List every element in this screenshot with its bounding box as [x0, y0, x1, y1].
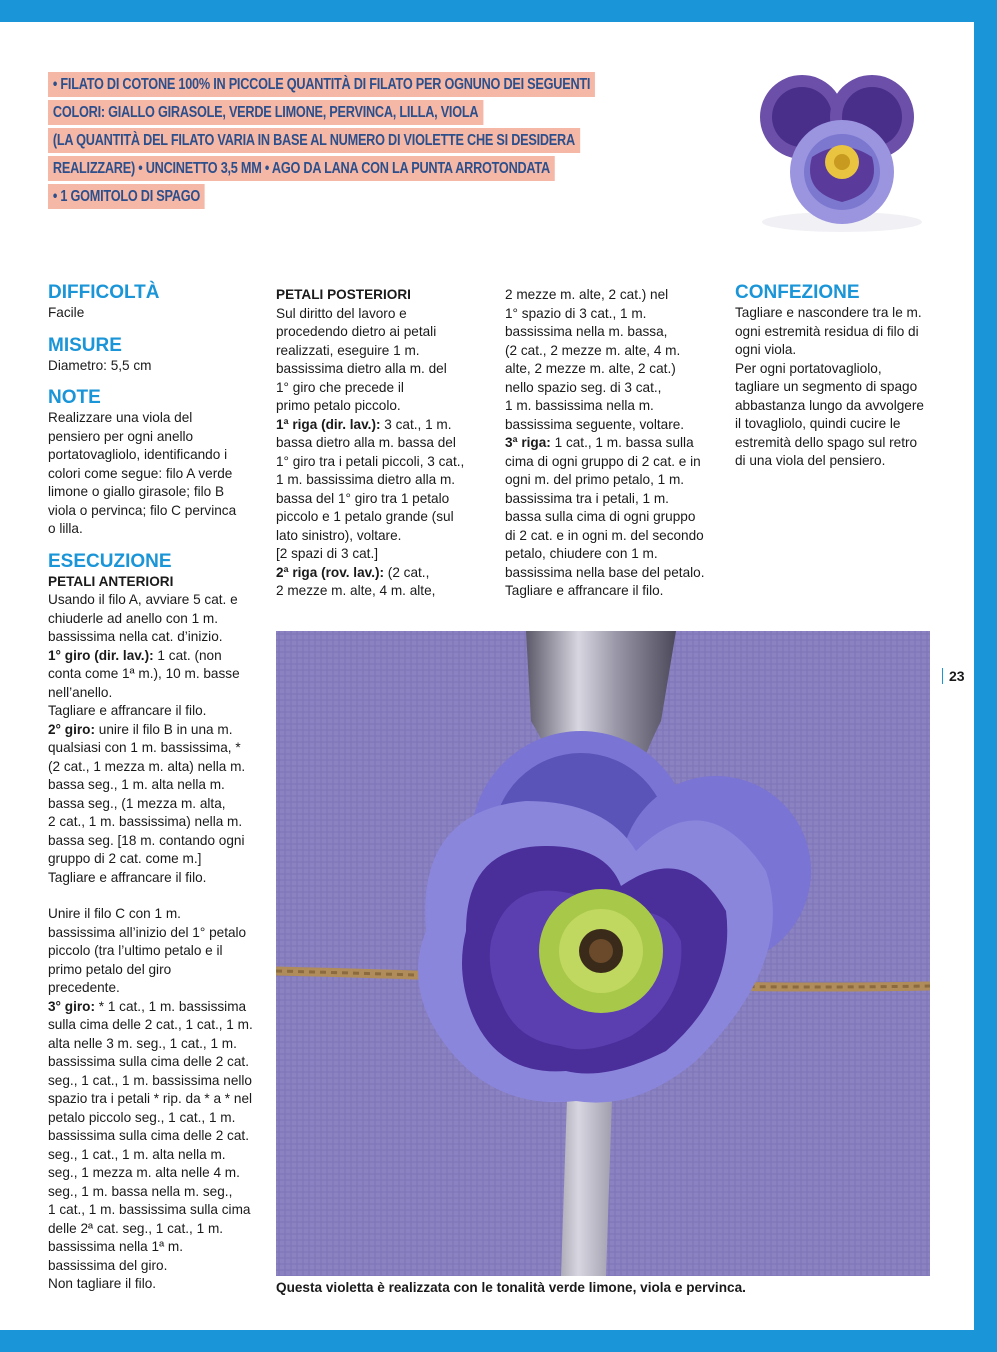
text-run: * 1 cat., 1 m. bassissima	[94, 998, 247, 1014]
note-line: colori come segue: filo A verde	[48, 465, 233, 481]
frame-top	[0, 0, 997, 22]
page-number: 23	[942, 668, 965, 684]
text-run: 1 cat. (non	[153, 647, 222, 663]
text-run: 3 cat., 1 m.	[380, 416, 452, 432]
text-line: ogni m. del primo petalo, 1 m.	[505, 472, 685, 487]
text-line: qualsiasi con 1 m. bassissima, *	[48, 740, 241, 755]
text-line: seg., 1 mezza m. alta nelle 4 m.	[48, 1165, 240, 1180]
text-run: 1 cat., 1 m. bassa sulla	[550, 435, 694, 450]
text-line: tagliare un segmento di spago	[735, 379, 918, 394]
text-line: bassissima sulla cima delle 2 cat.	[48, 1054, 249, 1069]
text-line: alta nelle 3 m. seg., 1 cat., 1 m.	[48, 1035, 237, 1051]
text-line: conta come 1ª m.), 10 m. basse	[48, 666, 240, 681]
text-line: Unire il filo C con 1 m.	[48, 906, 181, 921]
text-line: bassa seg. [18 m. contando ogni	[48, 832, 245, 848]
text-line: bassa dietro alla m. bassa del	[276, 435, 456, 450]
giro1-label: 1° giro (dir. lav.):	[48, 647, 154, 663]
text-line	[276, 564, 486, 583]
text-line: 2 mezze m. alte, 4 m. alte,	[276, 583, 436, 598]
text-line: petalo piccolo seg., 1 cat., 1 m.	[48, 1109, 236, 1125]
text-line: bassissima all’inizio del 1° petalo	[48, 924, 247, 940]
misure-heading: MISURE	[48, 334, 122, 356]
text-line: bassa seg., 1 m. alta nella m.	[48, 777, 225, 792]
text-line: bassa del 1° giro tra 1 petalo	[276, 490, 450, 506]
text-line: seg., 1 cat., 1 m. bassissima nello	[48, 1072, 252, 1088]
column-4	[735, 282, 935, 471]
riga3-label: 3ª riga:	[505, 435, 551, 450]
text-line: il tovagliolo, quindi cucire le	[735, 416, 901, 431]
text-line: bassa sulla cima di ogni gruppo	[505, 509, 696, 524]
text-line: chiuderle ad anello con 1 m.	[48, 610, 219, 626]
esecuzione-heading: ESECUZIONE	[48, 550, 172, 572]
text-line: 1 m. bassissima dietro alla m.	[276, 472, 456, 487]
materials-line: REALIZZARE) • UNCINETTO 3,5 MM • AGO DA LANA CON LA PUNTA ARROTONDATA	[48, 156, 555, 181]
note-line: viola o pervinca; filo C pervinca	[48, 502, 237, 518]
text-line: 1° giro tra i petali piccoli, 3 cat.,	[276, 453, 465, 469]
text-line: di 2 cat. e in ogni m. del secondo	[505, 527, 704, 543]
text-line	[505, 434, 720, 453]
misure-value: Diametro: 5,5 cm	[48, 357, 152, 373]
note-text	[48, 409, 263, 539]
column-1	[48, 282, 263, 1294]
text-line: precedente.	[48, 980, 120, 995]
note-heading: NOTE	[48, 387, 101, 408]
text-line: bassissima dietro alla m. del	[276, 361, 447, 376]
materials-line: (LA QUANTITÀ DEL FILATO VARIA IN BASE AL NUMERO DI VIOLETTE CHE SI DESIDERA	[48, 128, 580, 153]
text-line: bassissima tra i petali, 1 m.	[505, 490, 669, 506]
text-line: di una viola del pensiero.	[735, 453, 886, 468]
text-line: 1 m. bassissima nella m.	[505, 398, 654, 413]
flower-thumbnail	[742, 62, 942, 237]
column-2	[276, 286, 486, 601]
text-line: procedendo dietro ai petali	[276, 324, 437, 339]
text-line: nell’anello.	[48, 684, 113, 700]
note-line: pensiero per ogni anello	[48, 428, 194, 444]
text-line: ogni estremità residua di filo di	[735, 323, 919, 339]
text-line: nello spazio seg. di 3 cat.,	[505, 379, 662, 395]
text-line: ogni viola.	[735, 342, 797, 357]
text-line: (2 cat., 1 mezza m. alta) nella m.	[48, 758, 246, 774]
text-line: gruppo di 2 cat. come m.]	[48, 851, 202, 866]
text-line: 2 mezze m. alte, 2 cat.) nel	[505, 287, 669, 302]
text-line: spazio tra i petali * rip. da * a * nel	[48, 1091, 253, 1106]
text-line: seg., 1 cat., 1 m. alta nella m.	[48, 1146, 226, 1162]
text-line: Per ogni portatovagliolo,	[735, 360, 882, 376]
note-line: portatovagliolo, identificando i	[48, 447, 228, 462]
text-line: Usando il filo A, avviare 5 cat. e	[48, 592, 238, 607]
text-line: petalo, chiudere con 1 m.	[505, 546, 658, 561]
text-line	[276, 416, 486, 435]
materials-line: COLORI: GIALLO GIRASOLE, VERDE LIMONE, PERVINCA, LILLA, VIOLA	[48, 100, 483, 125]
text-line: lato sinistro), voltare.	[276, 527, 402, 543]
text-line: bassissima seguente, voltare.	[505, 416, 685, 432]
text-line: realizzati, eseguire 1 m.	[276, 342, 420, 358]
text-line	[48, 647, 263, 666]
text-line: alte, 2 mezze m. alte, 2 cat.)	[505, 361, 676, 376]
text-line: bassissima nella m. bassa,	[505, 324, 668, 339]
text-line: Tagliare e affrancare il filo.	[48, 703, 207, 718]
text-line: bassissima del giro.	[48, 1257, 168, 1273]
text-line: bassissima sulla cima delle 2 cat.	[48, 1128, 249, 1143]
column-3	[505, 286, 720, 601]
difficolta-heading: DIFFICOLTÀ	[48, 282, 160, 303]
text-line: 1 cat., 1 m. bassissima sulla cima	[48, 1202, 251, 1217]
text-line: 1° spazio di 3 cat., 1 m.	[505, 305, 647, 321]
giro2-label: 2° giro:	[48, 721, 95, 737]
text-line: Tagliare e affrancare il filo.	[505, 583, 664, 598]
petali-posteriori-heading: PETALI POSTERIORI	[276, 287, 411, 302]
materials-line: • 1 GOMITOLO DI SPAGO	[48, 184, 205, 209]
text-line: delle 2ª cat. seg., 1 cat., 1 m.	[48, 1220, 224, 1236]
note-line: o lilla.	[48, 521, 83, 536]
text-line: sulla cima delle 2 cat., 1 cat., 1 m.	[48, 1017, 253, 1032]
giro3-label: 3° giro:	[48, 998, 95, 1014]
text-line: bassissima nella cat. d’inizio.	[48, 629, 223, 644]
riga2-label: 2ª riga (rov. lav.):	[276, 564, 385, 580]
confezione-heading: CONFEZIONE	[735, 282, 860, 303]
text-line	[48, 998, 263, 1017]
text-line: 1° giro che precede il	[276, 379, 404, 395]
text-line: abbastanza lungo da avvolgere	[735, 397, 924, 413]
text-line: Non tagliare il filo.	[48, 1276, 157, 1291]
frame-bottom	[0, 1330, 997, 1352]
text-line: 2 cat., 1 m. bassissima) nella m.	[48, 814, 243, 829]
text-line: piccolo (tra l’ultimo petalo e il	[48, 943, 223, 958]
text-line: bassa seg., (1 mezza m. alta,	[48, 795, 226, 811]
petali-anteriori-heading: PETALI ANTERIORI	[48, 573, 174, 589]
riga1-label: 1ª riga (dir. lav.):	[276, 416, 381, 432]
photo-caption: Questa violetta è realizzata con le tonalità verde limone, viola e pervinca.	[276, 1280, 746, 1295]
text-line: bassissima nella base del petalo.	[505, 564, 705, 580]
note-line: Realizzare una viola del	[48, 410, 193, 425]
materials-line: • FILATO DI COTONE 100% IN PICCOLE QUANTITÀ DI FILATO PER OGNUNO DEI SEGUENTI	[48, 72, 595, 97]
text-line: [2 spazi di 3 cat.]	[276, 546, 379, 561]
note-line: limone o giallo girasole; filo B	[48, 484, 225, 499]
text-line: cima di ogni gruppo di 2 cat. e in	[505, 453, 701, 469]
text-line: (2 cat., 2 mezze m. alte, 4 m.	[505, 342, 681, 358]
difficolta-value: Facile	[48, 305, 85, 320]
text-run: unire il filo B in una m.	[94, 721, 233, 737]
frame-right	[974, 0, 997, 1352]
text-line: seg., 1 m. bassa nella m. seg.,	[48, 1183, 233, 1199]
text-line: Tagliare e affrancare il filo.	[48, 869, 207, 885]
text-line: bassissima nella 1ª m.	[48, 1239, 183, 1254]
text-line: estremità dello spago sul retro	[735, 434, 918, 450]
text-line: piccolo e 1 petalo grande (sul	[276, 509, 454, 524]
text-run: (2 cat.,	[384, 564, 430, 580]
text-line: Sul diritto del lavoro e	[276, 305, 407, 321]
materials-list	[48, 72, 608, 212]
text-line: Tagliare e nascondere tra le m.	[735, 305, 922, 320]
text-line: primo petalo del giro	[48, 961, 172, 977]
main-photo	[276, 631, 930, 1276]
text-line: primo petalo piccolo.	[276, 398, 401, 413]
text-line	[48, 721, 263, 740]
